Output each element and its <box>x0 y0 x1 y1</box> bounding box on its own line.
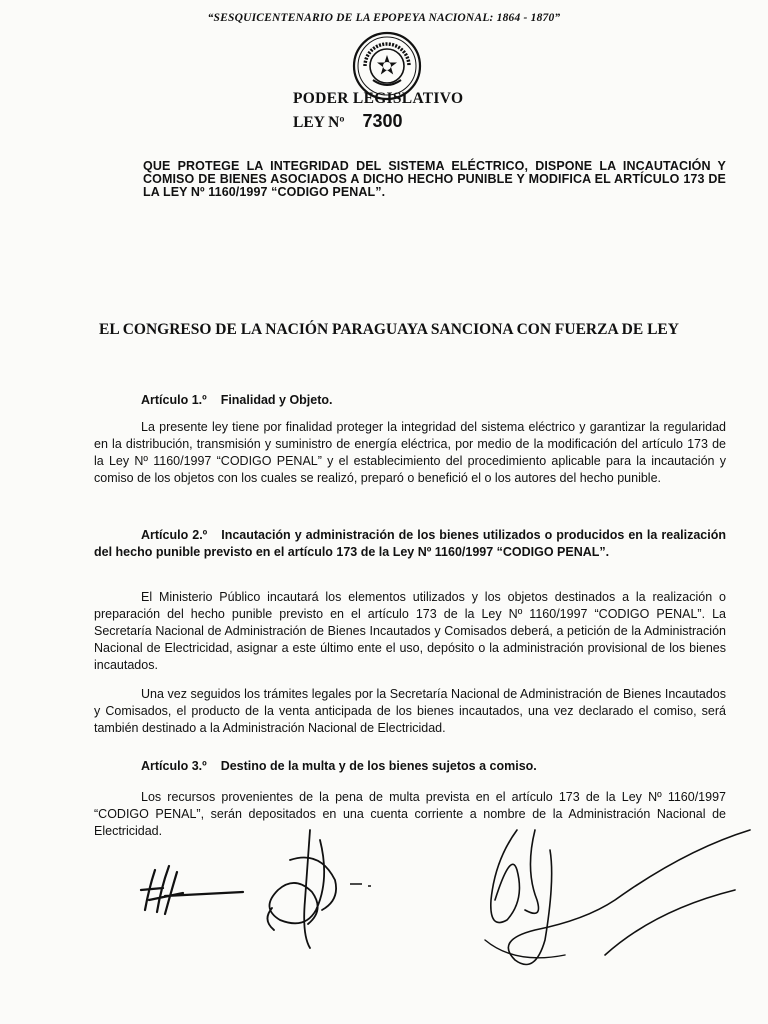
header-motto: “SESQUICENTENARIO DE LA EPOPEYA NACIONAL: 1864 - 1870” <box>207 12 561 24</box>
article-3-heading <box>94 758 726 775</box>
article-2-paragraph-1: El Ministerio Público incautará los elementos utilizados y los objetos destinados a la realización o preparación del hecho punible previsto en el artículo 173 de la Ley Nº 1160/1997 “CODIGO PENAL”. La Secretaría Nacional de Administración de Bienes Incautados y Comisados deberá, a petición de la Administración Nacional de Electricidad, asignar a este último ente el uso, depósito o la administración provisional de los bienes incautados. <box>94 590 726 672</box>
article-3-number: Artículo 3.º <box>141 759 207 773</box>
article-1-paragraph-1: La presente ley tiene por finalidad proteger la integridad del sistema eléctrico y garantizar la regularidad en la distribución, transmisión y suministro de energía eléctrica, por medio de la modificación del artículo 173 de la Ley Nº 1160/1997 “CODIGO PENAL” y el establecimiento del procedimiento aplicable para la incautación y comiso de los objetos con los cuales se realizó, preparó o benefició el o los autores del hecho punible. <box>94 420 726 485</box>
article-2-number: Artículo 2.º <box>141 528 208 542</box>
signature-2 <box>250 820 380 950</box>
article-1-heading <box>94 392 726 409</box>
law-title: QUE PROTEGE LA INTEGRIDAD DEL SISTEMA ELÉCTRICO, DISPONE LA INCAUTACIÓN Y COMISO DE BIENES ASOCIADOS A DICHO HECHO PUNIBLE Y MODIFICA EL ARTÍCULO 173 DE LA LEY Nº 1160/1997 “CODIGO PENAL”. <box>143 159 726 199</box>
signature-1 <box>135 860 250 920</box>
law-number-label: LEY Nº <box>293 114 345 131</box>
article-2-paragraph-2: Una vez seguidos los trámites legales por la Secretaría Nacional de Administración de Bienes Incautados y Comisados, el producto de la venta anticipada de los bienes incautados, una vez declarado el comiso, será también destinado a la Administración Nacional de Electricidad. <box>94 687 726 735</box>
article-3-title: Destino de la multa y de los bienes sujetos a comiso. <box>220 759 537 773</box>
article-2-title: Incautación y administración de los bienes utilizados o producidos en la realización del hecho punible previsto en el artículo 173 de la Ley Nº 1160/1997 “CODIGO PENAL”. <box>94 528 726 559</box>
enacting-clause: EL CONGRESO DE LA NACIÓN PARAGUAYA SANCIONA CON FUERZA DE LEY <box>99 321 679 338</box>
signature-3 <box>455 790 755 990</box>
article-1-title: Finalidad y Objeto. <box>220 393 333 407</box>
article-1-number: Artículo 1.º <box>141 393 207 407</box>
law-number-row <box>293 111 403 132</box>
article-2-heading <box>94 527 726 561</box>
law-number: 7300 <box>362 111 403 131</box>
institution-name: PODER LEGISLATIVO <box>293 90 464 107</box>
article-3-paragraph-1: Los recursos provenientes de la pena de multa prevista en el artículo 173 de la Ley Nº 1160/1997 “CODIGO PENAL”, serán depositados en una cuenta corriente a nombre de la Administración Nacional de Electricidad. <box>94 790 726 838</box>
